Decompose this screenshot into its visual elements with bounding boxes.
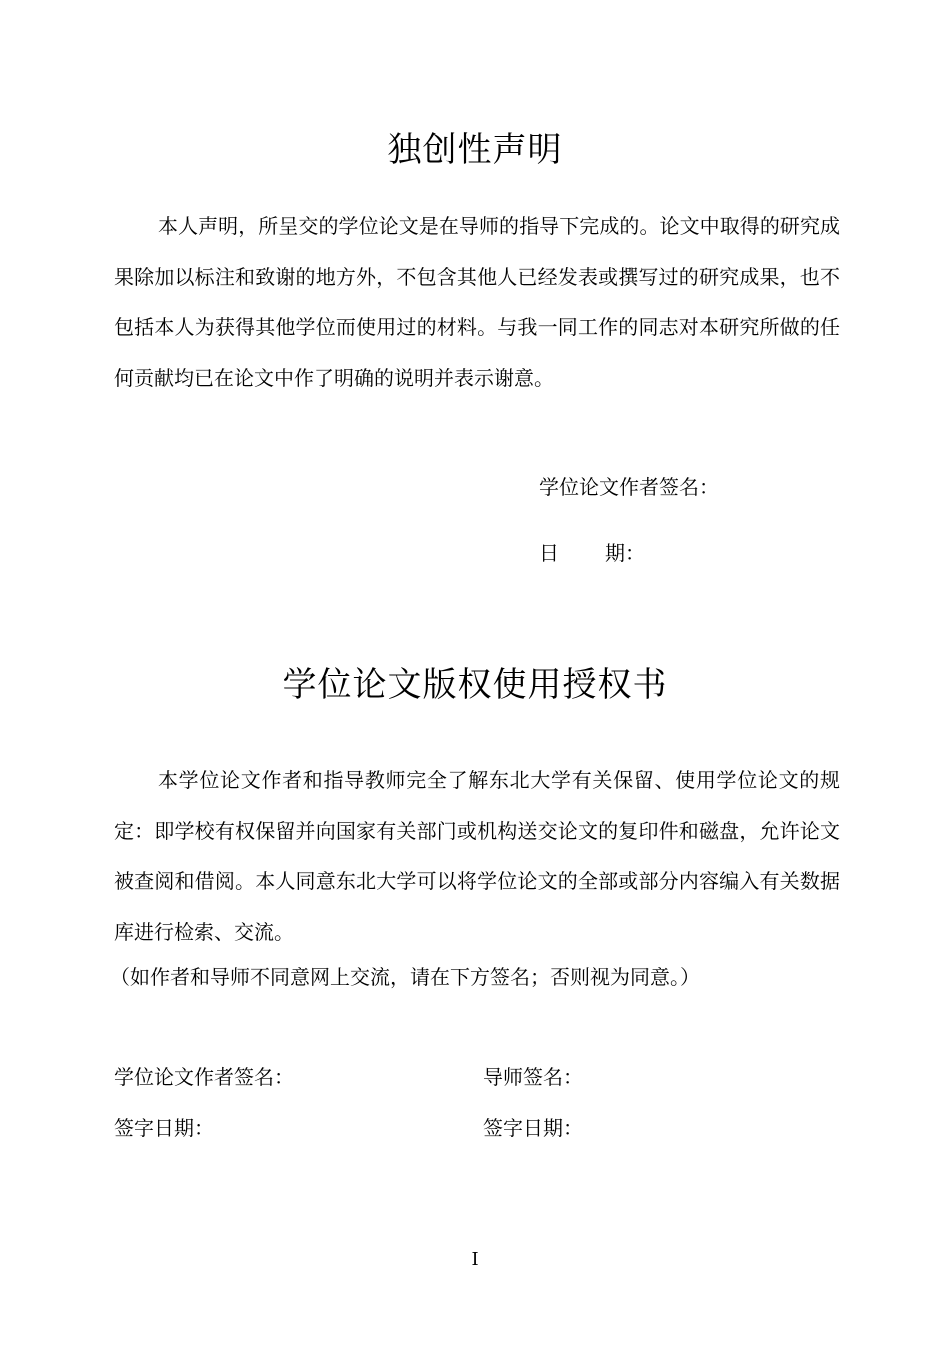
date-label-period: 期：	[605, 541, 645, 565]
authorization-body: 本学位论文作者和指导教师完全了解东北大学有关保留、使用学位论文的规定：即学校有权保留并向国家有关部门或机构送交论文的复印件和磁盘，允许论文被查阅和借阅。本人同意东北大学可以将学位论文的全部或部分内容编入有关数据库进行检索、交流。	[114, 768, 840, 944]
authorization-title: 学位论文版权使用授权书	[282, 665, 668, 705]
page-number: I	[471, 1249, 479, 1270]
declaration-author-signature-label: 学位论文作者签名：	[539, 475, 719, 499]
date-label-day: 日	[539, 541, 559, 565]
authorization-advisor-signature-label: 导师签名：	[483, 1065, 583, 1089]
declaration-body: 本人声明，所呈交的学位论文是在导师的指导下完成的。论文中取得的研究成果除加以标注和致谢的地方外，不包含其他人已经发表或撰写过的研究成果，也不包括本人为获得其他学位而使用过的材料。与我一同工作的同志对本研究所做的任何贡献均已在论文中作了明确的说明并表示谢意。	[114, 214, 840, 390]
authorization-note: （如作者和导师不同意网上交流，请在下方签名；否则视为同意。）	[110, 965, 700, 989]
authorization-author-date-label: 签字日期：	[114, 1116, 214, 1140]
authorization-author-signature-label: 学位论文作者签名：	[114, 1065, 294, 1089]
declaration-title: 独创性声明	[387, 130, 563, 170]
authorization-advisor-date-label: 签字日期：	[483, 1116, 583, 1140]
declaration-date-label	[539, 538, 645, 568]
